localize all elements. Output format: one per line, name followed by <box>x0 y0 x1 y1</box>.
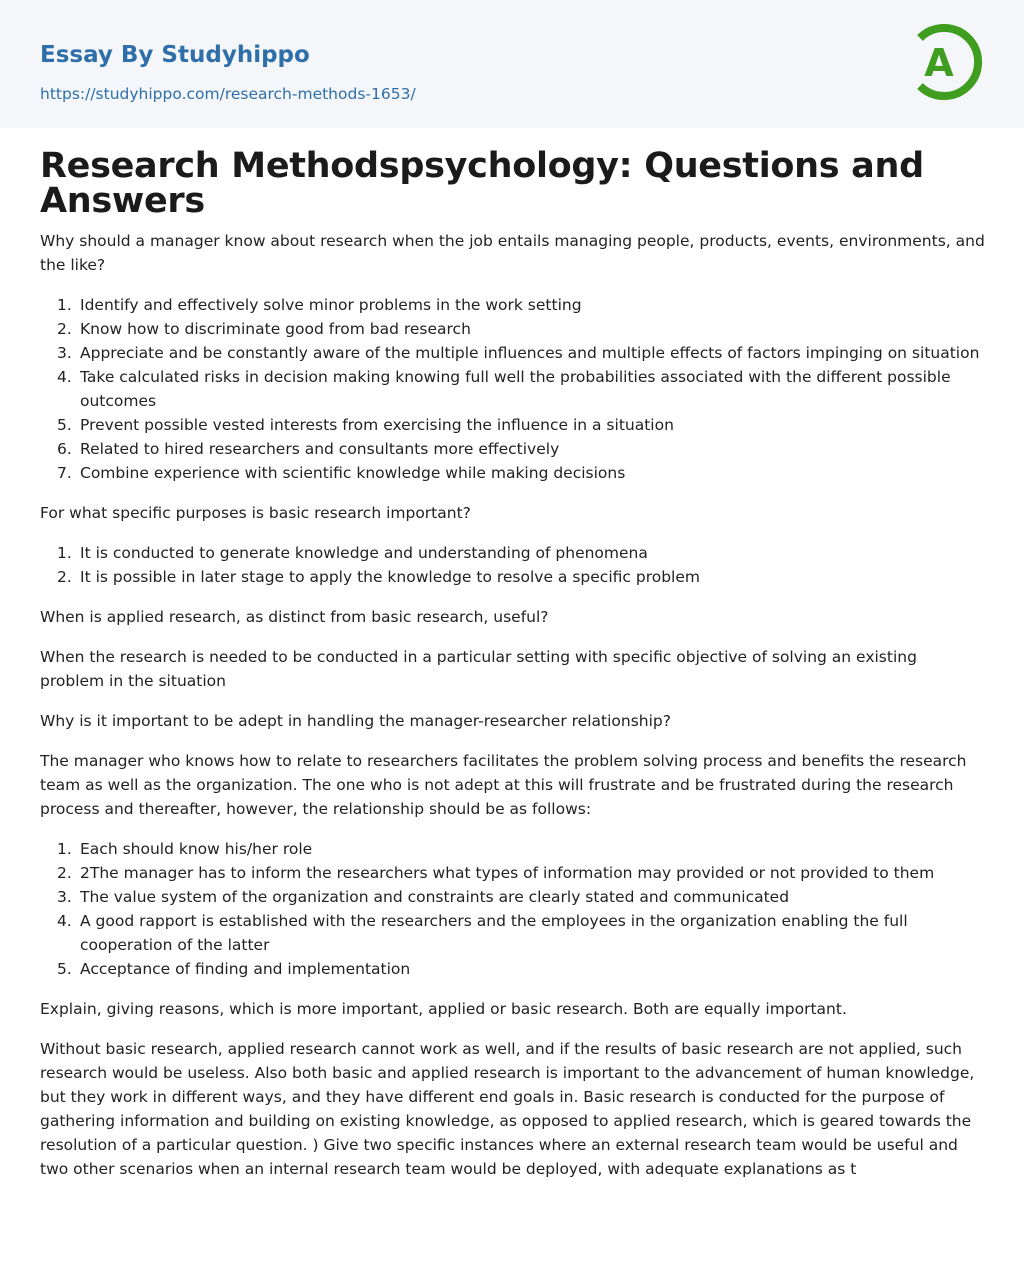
list-item-number: 2. <box>57 568 72 586</box>
answer-list-2 <box>40 541 985 589</box>
question-4: Why is it important to be adept in handling the manager-researcher relationship? <box>40 712 671 730</box>
brand-title[interactable]: Essay By Studyhippo <box>40 42 310 68</box>
list-item-text: Combine experience with scientific knowledge while making decisions <box>80 464 626 482</box>
site-header <box>0 0 1024 128</box>
list-item-text: The value system of the organization and constraints are clearly stated and communicated <box>80 888 790 906</box>
list-item-number: 4. <box>57 368 72 386</box>
list-item-number: 1. <box>57 840 72 858</box>
answer-5: Without basic research, applied research cannot work as well, and if the results of basic research are not applied, such research would be useless. Also both basic and applied research is important to the advancement of human knowledge, but they work in different ways, and they have different end goals in. Basic research is conducted for the purpose of gathering information and building on existing knowledge, as opposed to applied research, which is geared towards the resolution of a particular question. ) Give two specific instances where an external research team would be useful and two other scenarios when an internal research team would be deployed, with adequate explanations as t <box>40 1040 975 1178</box>
article-body <box>40 146 985 1197</box>
list-item <box>40 565 985 589</box>
list-item-number: 3. <box>57 344 72 362</box>
list-item-text: Take calculated risks in decision making knowing full well the probabilities associated with the different possible outcomes <box>80 368 951 410</box>
studyhippo-logo-icon[interactable] <box>912 18 988 106</box>
list-item <box>40 461 985 485</box>
list-item-number: 2. <box>57 864 72 882</box>
list-item-text: Know how to discriminate good from bad research <box>80 320 471 338</box>
list-item <box>40 413 985 437</box>
list-item-text: 2The manager has to inform the researchers what types of information may provided or not provided to them <box>80 864 935 882</box>
list-item-text: It is conducted to generate knowledge and understanding of phenomena <box>80 544 648 562</box>
list-item-text: Appreciate and be constantly aware of the multiple influences and multiple effects of factors impinging on situation <box>80 344 980 362</box>
list-item <box>40 957 985 981</box>
list-item-number: 4. <box>57 912 72 930</box>
list-item <box>40 885 985 909</box>
question-2: For what specific purposes is basic research important? <box>40 504 471 522</box>
list-item-text: Related to hired researchers and consultants more effectively <box>80 440 560 458</box>
list-item-number: 1. <box>57 296 72 314</box>
list-item-number: 1. <box>57 544 72 562</box>
list-item <box>40 909 985 957</box>
answer-3: When the research is needed to be conducted in a particular setting with specific objective of solving an existing problem in the situation <box>40 648 917 690</box>
source-url-link[interactable]: https://studyhippo.com/research-methods-1653/ <box>40 85 416 103</box>
list-item <box>40 317 985 341</box>
answer-4: The manager who knows how to relate to researchers facilitates the problem solving process and benefits the research team as well as the organization. The one who is not adept at this will frustrate and be frustrated during the research process and thereafter, however, the relationship should be as follows: <box>40 752 967 818</box>
page-title: Research Methodspsychology: Questions and Answers <box>40 146 924 221</box>
list-item-number: 7. <box>57 464 72 482</box>
question-1: Why should a manager know about research when the job entails managing people, products, events, environments, and the like? <box>40 232 985 274</box>
list-item <box>40 541 985 565</box>
list-item-text: Acceptance of finding and implementation <box>80 960 411 978</box>
list-item-number: 5. <box>57 960 72 978</box>
list-item-number: 3. <box>57 888 72 906</box>
answer-list-1 <box>40 293 985 485</box>
list-item <box>40 861 985 885</box>
list-item-text: It is possible in later stage to apply the knowledge to resolve a specific problem <box>80 568 700 586</box>
question-3: When is applied research, as distinct from basic research, useful? <box>40 608 549 626</box>
question-5: Explain, giving reasons, which is more important, applied or basic research. Both are equally important. <box>40 1000 847 1018</box>
list-item <box>40 341 985 365</box>
list-item-number: 2. <box>57 320 72 338</box>
list-item-text: Each should know his/her role <box>80 840 313 858</box>
list-item <box>40 437 985 461</box>
logo-letter: A <box>924 41 954 85</box>
list-item <box>40 293 985 317</box>
list-item <box>40 837 985 861</box>
list-item-text: Prevent possible vested interests from exercising the influence in a situation <box>80 416 674 434</box>
answer-list-3 <box>40 837 985 981</box>
list-item <box>40 365 985 413</box>
list-item-number: 5. <box>57 416 72 434</box>
list-item-text: A good rapport is established with the researchers and the employees in the organization enabling the full cooperation of the latter <box>80 912 908 954</box>
list-item-text: Identify and effectively solve minor problems in the work setting <box>80 296 582 314</box>
list-item-number: 6. <box>57 440 72 458</box>
